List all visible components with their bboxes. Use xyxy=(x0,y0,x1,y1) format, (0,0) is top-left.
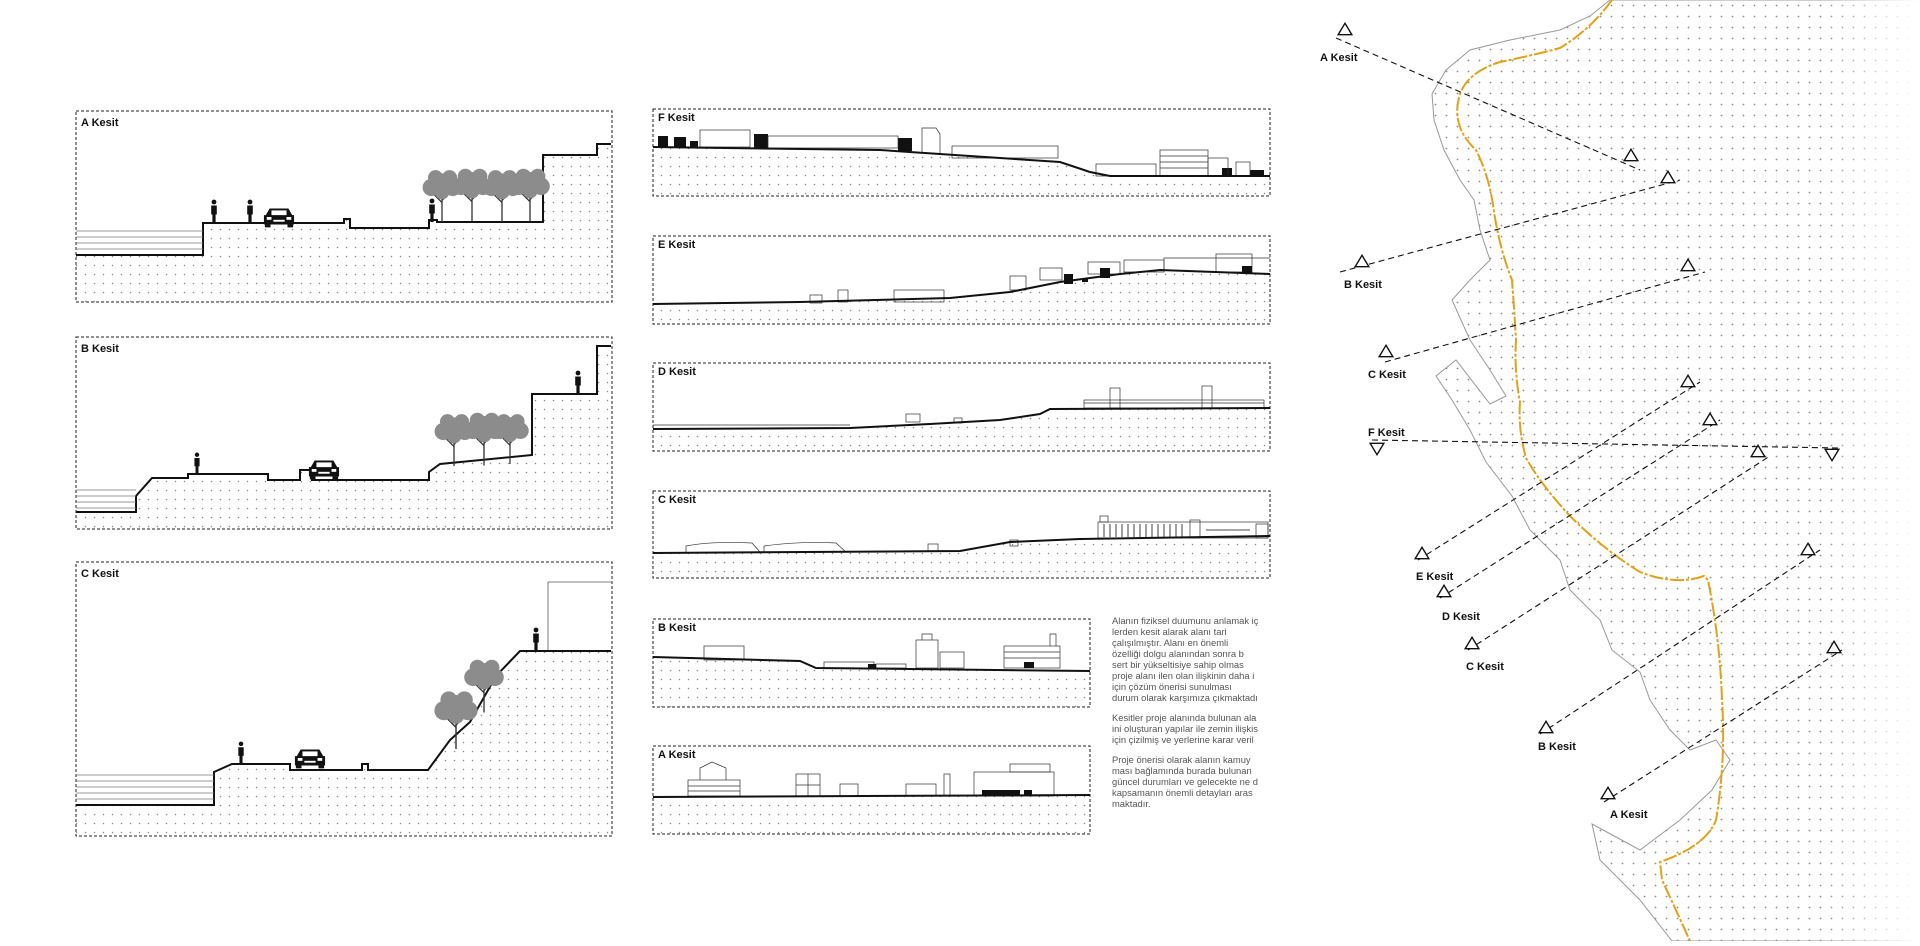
section-panel-c-small xyxy=(653,491,1270,578)
section-label: C Kesit xyxy=(658,494,696,506)
section-marker-icon xyxy=(1338,23,1352,34)
section-label: E Kesit xyxy=(658,239,696,251)
section-marker-icon xyxy=(1415,547,1429,558)
section-marker-icon xyxy=(1465,637,1479,648)
description-text-block xyxy=(1112,615,1270,815)
section-label: A Kesit xyxy=(658,749,696,761)
text-line: ini oluşturan yapılar ile zemin ilişkis xyxy=(1112,723,1258,734)
section-panel-b-small xyxy=(653,619,1090,707)
section-panel-c-large xyxy=(76,562,612,836)
section-panel-b-large xyxy=(76,337,612,529)
section-label: C Kesit xyxy=(81,568,119,580)
map-section-label: F Kesit xyxy=(1368,427,1405,439)
section-label: F Kesit xyxy=(658,112,695,124)
section-marker-icon xyxy=(1355,255,1369,266)
section-label: B Kesit xyxy=(658,622,696,634)
section-panel-f-small xyxy=(653,109,1270,196)
text-line: Alanın fiziksel duumunu anlamak iç xyxy=(1112,615,1259,626)
map-section-label: D Kesit xyxy=(1442,611,1480,623)
text-line: proje alanı ilen olan ilişkinin daha i xyxy=(1112,670,1255,681)
section-panel-e-small xyxy=(653,236,1270,324)
section-panel-a-small xyxy=(653,746,1090,834)
car-icon xyxy=(264,209,294,228)
section-label: B Kesit xyxy=(81,343,119,355)
text-line: güncel durumları ve gelecekte ne d xyxy=(1112,776,1258,787)
description-paragraph-1 xyxy=(1112,615,1270,703)
section-panel-d-small xyxy=(653,363,1270,451)
section-marker-icon xyxy=(1370,443,1384,454)
text-line: Kesitler proje alanında bulunan ala xyxy=(1112,712,1257,723)
map-section-label: A Kesit xyxy=(1320,52,1358,64)
text-line: için çözüm önerisi sunulması xyxy=(1112,681,1232,692)
text-line: çalışılmıştır. Alanı en önemli xyxy=(1112,637,1229,648)
text-line: özelliği dolgu alanından sonra b xyxy=(1112,648,1244,659)
section-marker-icon xyxy=(1437,585,1451,596)
text-line: lerden kesit alarak alanı tari xyxy=(1112,626,1227,637)
text-line: ması bağlamında burada bulunan xyxy=(1112,765,1252,776)
section-label: D Kesit xyxy=(658,366,696,378)
text-line: Proje önerisi olarak alanın kamuy xyxy=(1112,754,1251,765)
section-panel-a-large xyxy=(76,111,612,302)
section-marker-icon xyxy=(1601,787,1615,798)
section-label: A Kesit xyxy=(81,117,119,129)
section-marker-icon xyxy=(1379,345,1393,356)
text-line: için çizilmiş ve yerlerine karar veril xyxy=(1112,734,1254,745)
map-section-label: C Kesit xyxy=(1466,661,1504,673)
map-section-label: C Kesit xyxy=(1368,369,1406,381)
map-section-label: E Kesit xyxy=(1416,571,1454,583)
text-line: maktadır. xyxy=(1112,798,1151,809)
description-paragraph-3 xyxy=(1112,754,1270,809)
text-line: sert bir yükseltisiye sahip olmas xyxy=(1112,659,1244,670)
text-line: durum olarak karşımıza çıkmaktadı xyxy=(1112,692,1258,703)
description-paragraph-2 xyxy=(1112,712,1270,745)
map-section-label: B Kesit xyxy=(1538,741,1576,753)
text-line: kapsamanın önemli detayları aras xyxy=(1112,787,1253,798)
map-section-label: A Kesit xyxy=(1610,809,1648,821)
map-section-label: B Kesit xyxy=(1344,279,1382,291)
site-map xyxy=(1320,0,1920,941)
